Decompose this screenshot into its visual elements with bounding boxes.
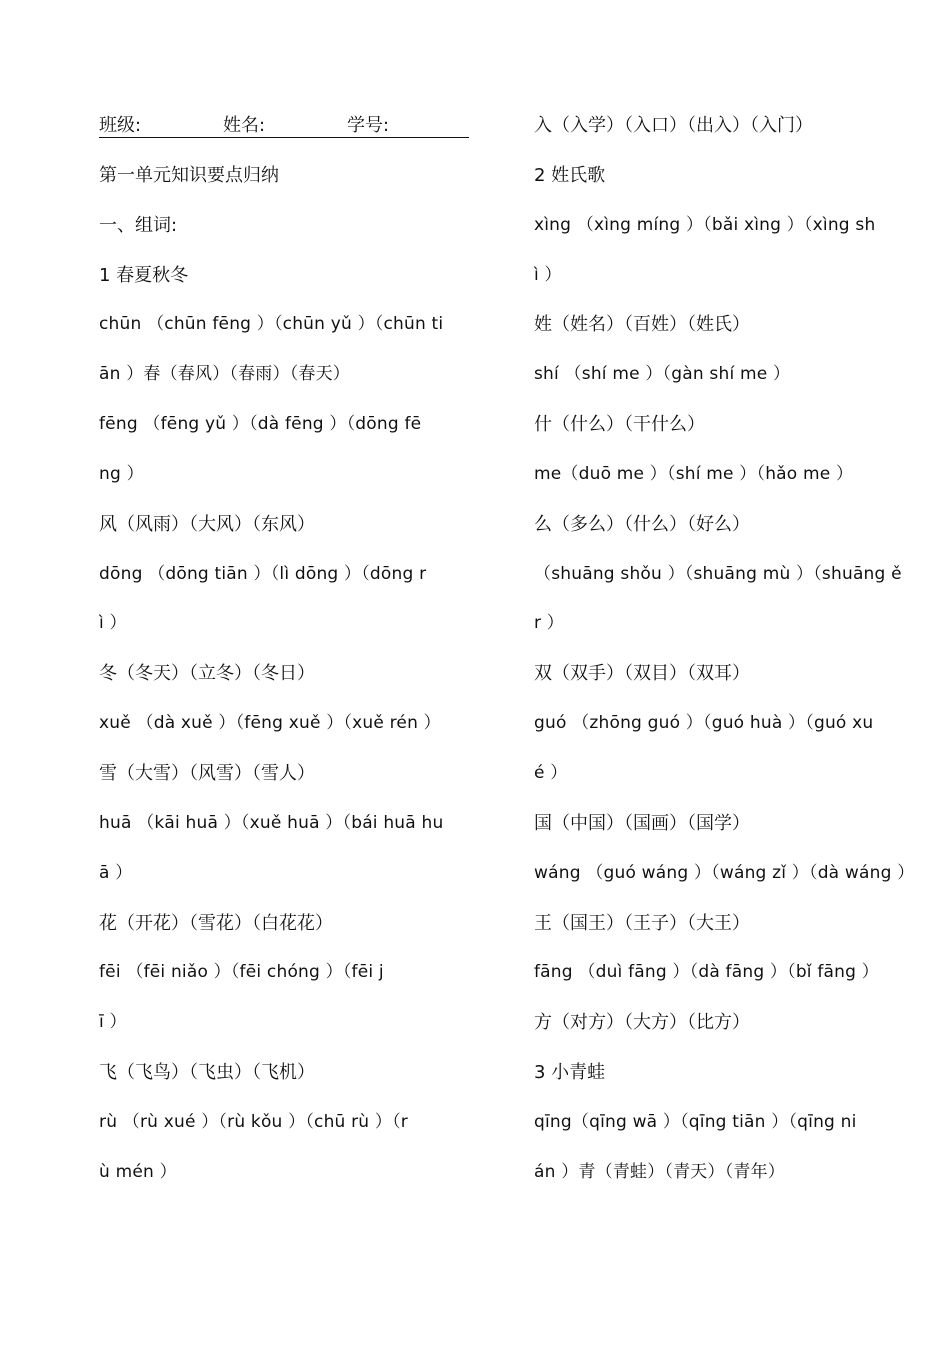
pinyin-line: fāng （duì fāng ）（dà fāng ）（bǐ fāng ） <box>534 962 879 983</box>
pinyin-line: ù mén ） <box>99 1161 177 1182</box>
pinyin-line: ng ） <box>99 463 144 484</box>
word-group-line: 姓（姓名）（百姓）（姓氏） <box>534 314 750 336</box>
word-group-line: 风（风雨）（大风）（东风） <box>99 513 315 535</box>
pinyin-line: ì ） <box>534 264 562 285</box>
word-group-line: 双（双手）（双目）（双耳） <box>534 663 750 685</box>
pinyin-line: fēng （fēng yǔ ）（dà fēng ）（dōng fē <box>99 414 422 435</box>
pinyin-line: wáng （guó wáng ）（wáng zǐ ）（dà wáng ） <box>534 862 915 883</box>
word-group-line: 王（国王）（王子）（大王） <box>534 912 750 934</box>
lesson-heading: 3 小青蛙 <box>534 1062 606 1084</box>
word-group-line: 飞（飞鸟）（飞虫）（飞机） <box>99 1062 315 1084</box>
pinyin-line: xuě （dà xuě ）（fēng xuě ）（xuě rén ） <box>99 713 441 734</box>
pinyin-line: huā （kāi huā ）（xuě huā ）（bái huā hu <box>99 812 444 833</box>
word-group-line: 方（对方）（大方）（比方） <box>534 1012 750 1034</box>
left-column <box>99 101 499 1198</box>
word-group-line: 国（中国）（国画）（国学） <box>534 812 750 834</box>
header-underline <box>99 137 469 138</box>
pinyin-line: guó （zhōng guó ）（guó huà ）（guó xu <box>534 713 874 734</box>
word-group-line: 雪（大雪）（风雪）（雪人） <box>99 762 315 784</box>
name-label: 姓名: <box>223 115 266 136</box>
pinyin-line: chūn （chūn fēng ）（chūn yǔ ）（chūn ti <box>99 314 444 335</box>
pinyin-line: qīng（qīng wā ）（qīng tiān ）（qīng ni <box>534 1111 857 1132</box>
word-group-line: 入（入学）（入口）（出入）（入门） <box>534 115 813 136</box>
lesson-heading: 1 春夏秋冬 <box>99 264 189 286</box>
lesson-heading: 2 姓氏歌 <box>534 164 606 186</box>
pinyin-line: xìng （xìng míng ）（bǎi xìng ）（xìng sh <box>534 214 876 235</box>
pinyin-line: shí （shí me ）（gàn shí me ） <box>534 364 791 385</box>
pinyin-line: án ）青（青蛙）（青天）（青年） <box>534 1161 785 1182</box>
word-group-line: 什（什么）（干什么） <box>534 414 705 436</box>
section-heading: 一、组词: <box>99 214 178 236</box>
right-column <box>534 101 946 1198</box>
word-group-line: 花（开花）（雪花）（白花花） <box>99 912 333 934</box>
pinyin-line: ī ） <box>99 1012 127 1033</box>
pinyin-line: fēi （fēi niǎo ）（fēi chóng ）（fēi j <box>99 962 384 983</box>
pinyin-line: dōng （dōng tiān ）（lì dōng ）（dōng r <box>99 563 427 584</box>
student-info-header <box>99 101 499 151</box>
word-group-line: 么（多么）（什么）（好么） <box>534 513 750 535</box>
unit-title: 第一单元知识要点归纳 <box>99 164 279 186</box>
student-number-label: 学号: <box>347 115 390 136</box>
pinyin-line: （shuāng shǒu ）（shuāng mù ）（shuāng ě <box>534 563 902 584</box>
class-label: 班级: <box>99 115 142 136</box>
pinyin-line: ì ） <box>99 613 127 634</box>
pinyin-line: rù （rù xué ）（rù kǒu ）（chū rù ）（r <box>99 1111 408 1132</box>
pinyin-line: ā ） <box>99 862 133 883</box>
pinyin-line: me（duō me ）（shí me ）（hǎo me ） <box>534 463 854 484</box>
pinyin-line: é ） <box>534 762 568 783</box>
pinyin-line: r ） <box>534 613 564 634</box>
word-group-line: 冬（冬天）（立冬）（冬日） <box>99 663 315 685</box>
pinyin-line: ān ）春（春风）（春雨）（春天） <box>99 364 350 385</box>
